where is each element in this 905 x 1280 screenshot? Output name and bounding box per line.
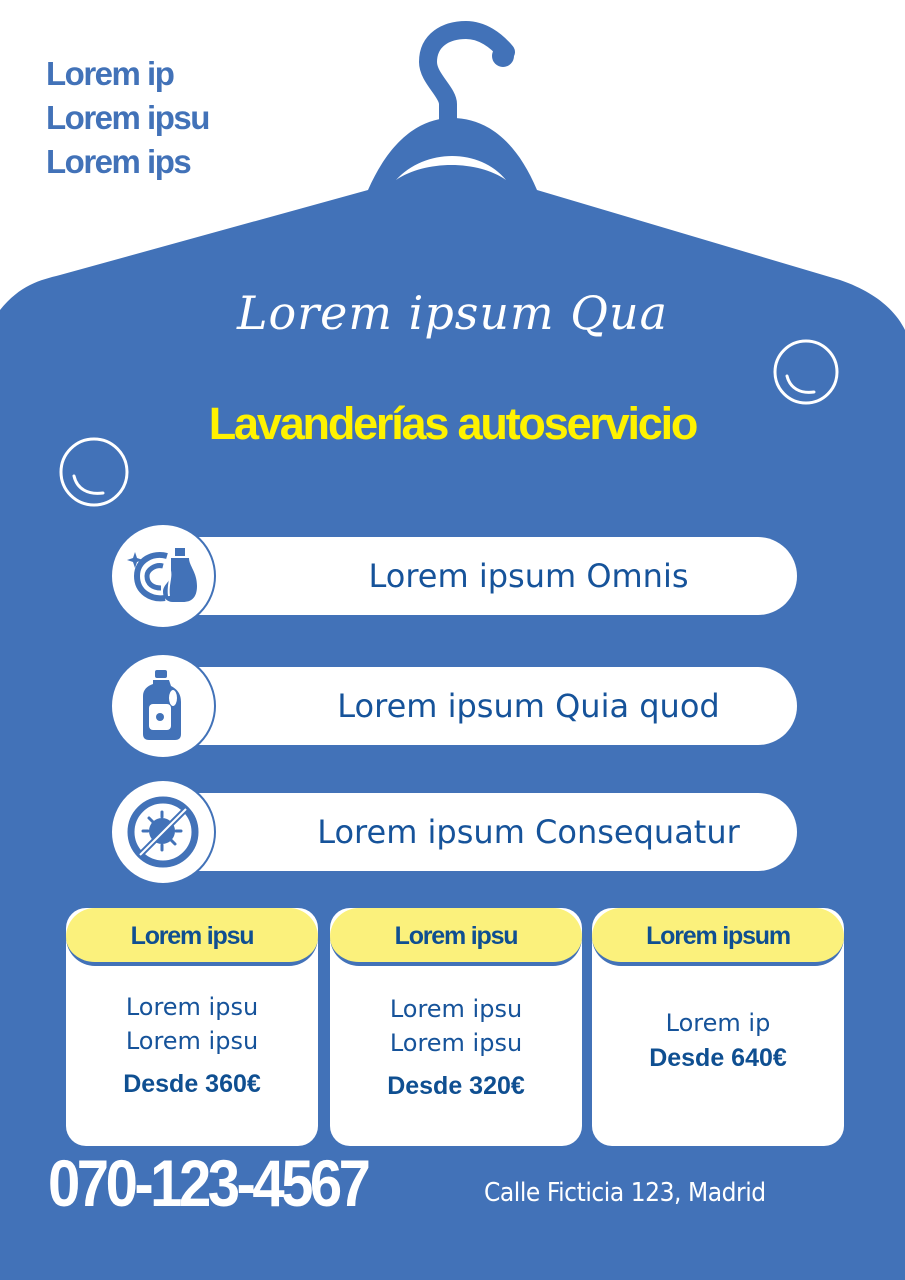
feature-icon-circle	[110, 653, 216, 759]
pricing-card-price: Desde 360€	[123, 1070, 261, 1098]
tagline-3: Lorem ips	[46, 143, 191, 180]
pricing-card-body	[66, 966, 318, 1146]
feature-row	[150, 793, 797, 871]
script-title: Lorem ipsum Qua	[236, 286, 669, 340]
pricing-card-line: Lorem ip	[665, 1009, 771, 1037]
feature-icon-circle	[110, 523, 216, 629]
feature-row	[150, 537, 797, 615]
feature-label: Lorem ipsum Omnis	[368, 557, 689, 595]
pricing-card	[66, 908, 318, 1146]
detergent-bottle-icon	[141, 670, 185, 742]
pricing-card-line: Lorem ipsu	[125, 1027, 259, 1055]
pricing-card-body	[330, 966, 582, 1146]
dish-soap-icon	[127, 546, 199, 606]
pricing-card	[330, 908, 582, 1146]
feature-label: Lorem ipsum Consequatur	[317, 813, 740, 851]
feature-row	[150, 667, 797, 745]
tagline-1: Lorem ip	[46, 55, 174, 92]
no-germs-icon	[126, 795, 200, 869]
pricing-card-title: Lorem ipsum	[592, 908, 844, 966]
pricing-card-title: Lorem ipsu	[66, 908, 318, 966]
pricing-card-line: Lorem ipsu	[389, 1029, 523, 1057]
tagline-2: Lorem ipsu	[46, 99, 209, 136]
pricing-card-price: Desde 640€	[649, 1044, 787, 1072]
feature-label: Lorem ipsum Quia quod	[337, 687, 720, 725]
phone-number[interactable]: 070-123-4567	[48, 1146, 368, 1220]
pricing-card	[592, 908, 844, 1146]
headline: Lavanderías autoservicio	[208, 398, 697, 449]
feature-icon-circle	[110, 779, 216, 885]
bubble-icon	[772, 338, 840, 406]
pricing-card-body	[592, 966, 844, 1146]
pricing-card-line: Lorem ipsu	[125, 993, 259, 1021]
pricing-card-line: Lorem ipsu	[389, 995, 523, 1023]
address: Calle Ficticia 123, Madrid	[484, 1178, 766, 1208]
pricing-card-title: Lorem ipsu	[330, 908, 582, 966]
pricing-card-price: Desde 320€	[387, 1072, 525, 1100]
